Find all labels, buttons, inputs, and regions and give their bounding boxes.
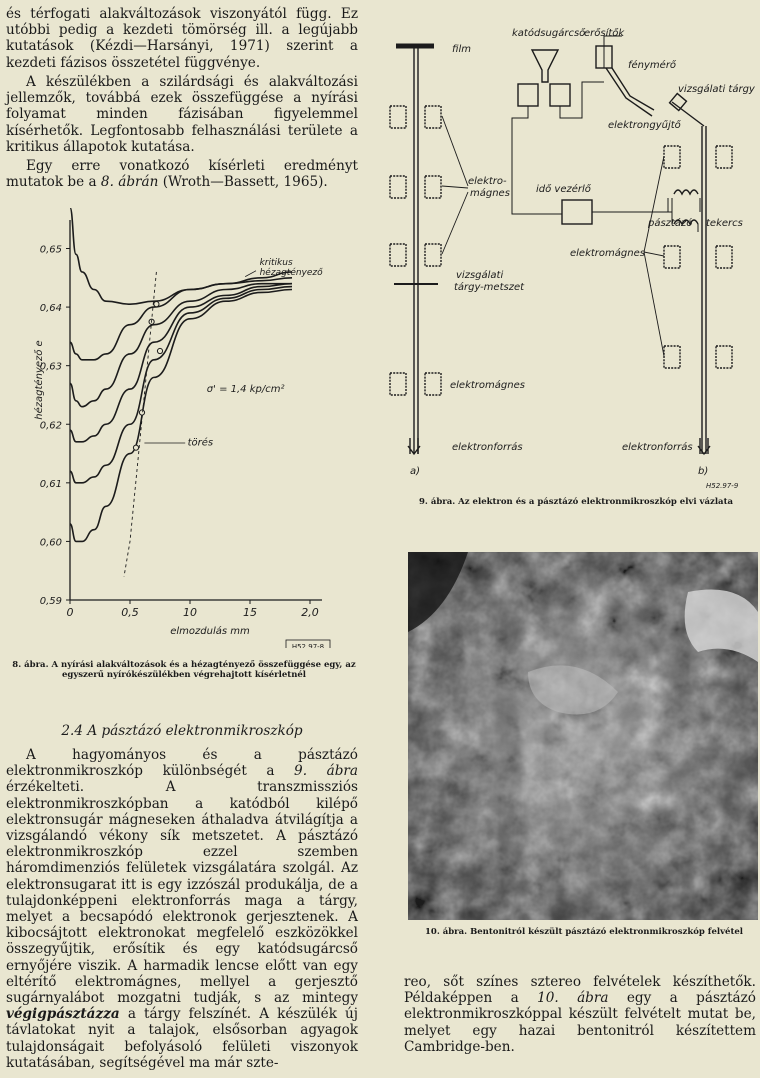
- paragraph-1: és térfogati alakváltozások viszonyától függ. Ez utóbbi pedig a kezdeti tömörség ill. a legújabb kutatások (Kézdi—Harsányi, 1971) szerint a kezdeti fázisos összetétel függvénye.: [6, 6, 358, 71]
- time-controller: [562, 200, 592, 224]
- paragraph-5: reo, sőt színes sztereo felvételek készíthetők. Példaképpen a 10. ábra egy a pásztázó elektronmikroszkóppal készült felvételt mutat be, melyet egy hazai bentonitról készítettem Cambridge-ben.: [404, 974, 756, 1055]
- collector-tube: [606, 68, 652, 116]
- y-tick-label-2: 0,61: [39, 478, 62, 490]
- figure-10-photo: [408, 552, 758, 920]
- y-tick-label-3: 0,62: [39, 420, 62, 432]
- x-tick-label-0: 0: [66, 606, 74, 619]
- amplifier-2: [550, 84, 570, 106]
- annotation-pointer: [245, 271, 256, 277]
- label-elektrongyujto: elektrongyűjtő: [608, 120, 681, 131]
- label-film: film: [452, 44, 471, 55]
- figure-ref-8: 8. ábrán: [100, 174, 159, 191]
- figure-ref-10: 10. ábra: [537, 990, 609, 1007]
- y-tick-label-6: 0,65: [39, 244, 62, 256]
- figure-ref-9: 9. ábra: [294, 763, 359, 780]
- figure-8-caption: 8. ábra. A nyírási alakváltozások és a hézagtényező összefüggése egy, az egyszerű nyírókészülékben végrehajtott kísérletnél: [12, 660, 356, 680]
- label-vizsgalati-targy: vizsgálati tárgy: [678, 84, 755, 95]
- figure-9-diagram: [372, 6, 760, 496]
- failure-marker-0: [154, 302, 159, 307]
- label-vizsgalati-targy-metszet: vizsgálati: [456, 270, 504, 281]
- emphasis-vegigpasztazza: végigpásztázza: [6, 1006, 120, 1023]
- figure-8-chart: [20, 208, 365, 648]
- label-ido-vezerlo: idő vezérlő: [536, 184, 591, 195]
- y-tick-label-1: 0,60: [39, 537, 62, 549]
- x-tick-label-4: 2,0: [301, 606, 319, 619]
- electromagnet-pair-a1: [390, 106, 441, 128]
- label-tekercs: tekercs: [706, 218, 743, 229]
- electromagnet-pair-b2: [664, 246, 732, 268]
- x-tick-label-3: 15: [243, 606, 257, 619]
- section-heading: 2.4 A pásztázó elektronmikroszkóp: [61, 723, 303, 739]
- label-elektromagnes-right: elektromágnes: [570, 248, 645, 259]
- crt-funnel: [532, 50, 558, 82]
- y-tick-label-0: 0,59: [39, 596, 62, 607]
- failure-marker-2: [157, 348, 162, 353]
- failure-marker-4: [133, 445, 138, 450]
- label-elektromagnes-left: elektro-: [468, 176, 507, 187]
- label-fenymero: fénymérő: [628, 60, 677, 71]
- electromagnet-pair-a2: [390, 176, 441, 198]
- sem-micrograph: [408, 552, 758, 920]
- paragraph-4: A hagyományos és a pásztázó elektronmikroszkóp különbségét a 9. ábra érzékelteti. A transzmissziós elektronmikroszkópban a katódból kilépő elektronsugár mágneseken áthaladva átvilágítja a vizsgálandó vékony sík metszetet. A pásztázó elektronmikroszkóp ezzel szemben háromdimenziós felületek vizsgálatára szolgál. Az elektronsugarat itt is egy izzószál produkálja, de a tulajdonképpeni elektronforrás maga a tárgy, melyet a becsapódó elektronok gerjesztenek. A kibocsájtott elektronokat megfelelő eszközökkel összegyűjtik, erősítik és egy katódsugárcső ernyőjére viszik. A harmadik lencse előtt van egy eltérítő elektromágnes, mellyel a gerjesztő sugárnyalábot mozgatni tudják, s az mintegy végigpásztázza a tárgy felszínét. A készülék új távlatokat nyit a talajok, elsősorban agyagok tulajdonságait befolyásoló felületi viszonyok kutatásában, segítségével ma már szte-: [6, 747, 359, 1071]
- label-elektromagnes-bottom: elektromágnes: [450, 380, 525, 391]
- annotation-hezagtenyezo: hézagtényező: [259, 267, 323, 278]
- electromagnet-pair-b1: [664, 146, 732, 168]
- annotation-sigma: σ' = 1,4 kp/cm²: [206, 384, 285, 396]
- paragraph-3: Egy erre vonatkozó kísérleti eredményt mutatok be a 8. ábrán (Wroth—Bassett, 1965).: [6, 158, 358, 191]
- label-erositok: erősítők: [584, 28, 625, 39]
- label-elektromagnes-left-2: mágnes: [470, 188, 510, 199]
- electromagnet-pair-a4: [390, 373, 441, 395]
- annotation-tores: törés: [187, 437, 214, 449]
- figure-9-caption: 9. ábra. Az elektron és a pásztázó elektronmikroszkóp elvi vázlata: [418, 497, 734, 507]
- label-katodsugarcso: katódsugárcső: [512, 28, 586, 39]
- x-tick-label-2: 10: [183, 606, 197, 619]
- x-axis-label: elmozdulás mm: [170, 626, 250, 637]
- electromagnet-pair-a3: [390, 244, 441, 266]
- paragraph-2: A készülékben a szilárdsági és alakváltozási jellemzők, továbbá ezek összefüggése a nyírási folyamat minden fázisában figyelemmel kísérhetők. Legfontosabb felhasználási területe a kritikus állapotok kutatása.: [6, 74, 358, 155]
- y-tick-label-4: 0,63: [39, 361, 62, 373]
- series-line-5: [70, 290, 292, 542]
- figure-10-caption: 10. ábra. Bentonitról készült pásztázó elektronmikroszkóp felvétel: [424, 927, 744, 937]
- figure-9-tag: H52.97-9: [706, 482, 739, 490]
- y-axis-label: hézagtényező e: [34, 340, 45, 420]
- scan-coil-1: [674, 190, 698, 194]
- x-tick-label-1: 0,5: [121, 606, 139, 619]
- failure-marker-3: [139, 410, 144, 415]
- label-a: a): [410, 466, 421, 477]
- label-vizsgalati-targy-metszet-2: tárgy-metszet: [454, 282, 525, 293]
- series-line-3: [70, 284, 292, 442]
- amplifier-1: [518, 84, 538, 106]
- figure-8-tag: H52.97-8: [291, 643, 325, 648]
- y-tick-label-5: 0,64: [39, 303, 62, 315]
- label-b: b): [698, 466, 709, 477]
- electromagnet-pair-b3: [664, 346, 732, 368]
- label-elektronforras-left: elektronforrás: [452, 442, 523, 453]
- label-pasztazo: pásztázó: [648, 218, 693, 229]
- label-elektronforras-right: elektronforrás: [622, 442, 693, 453]
- annotation-kritikus: kritikus: [259, 257, 293, 268]
- electron-source-b: [698, 438, 710, 454]
